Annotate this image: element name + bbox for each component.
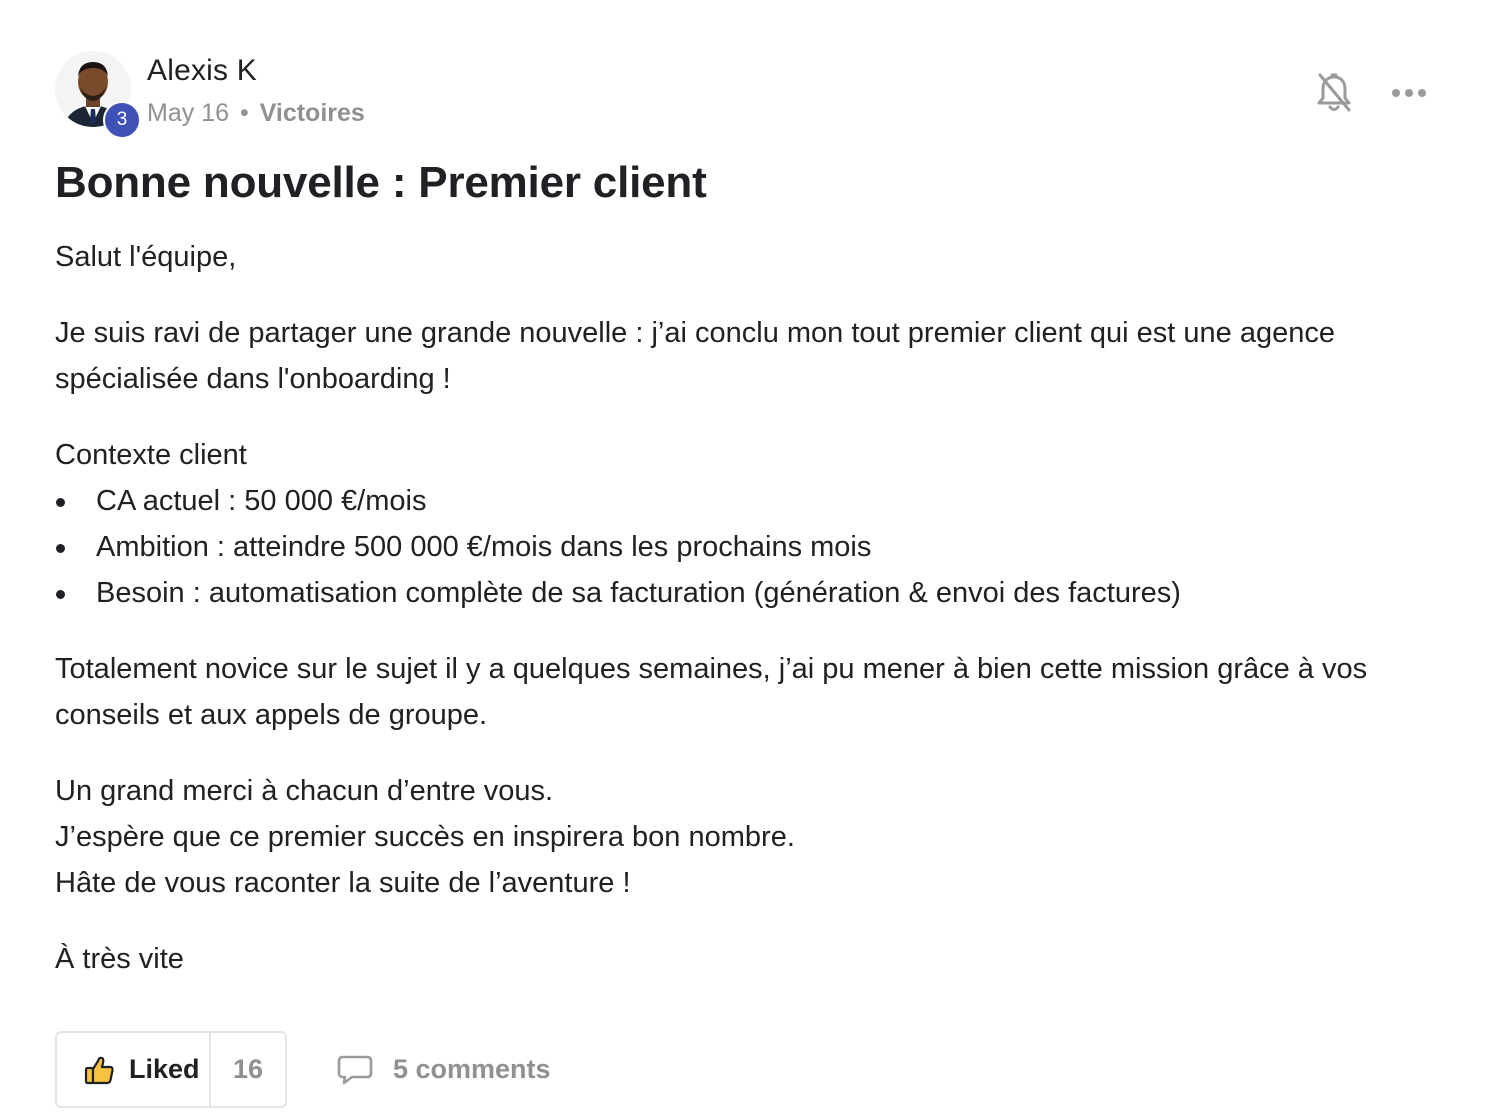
meta-separator: • [239,99,249,127]
post-signoff: À très vite [55,943,184,975]
post-greeting: Salut l'équipe, [55,241,237,273]
list-item: Besoin : automatisation complète de sa facturation (génération & envoi des factures) [55,570,1445,616]
list-item: CA actuel : 50 000 €/mois [55,478,1445,524]
post-intro: Je suis ravi de partager une grande nouvelle : j’ai conclu mon tout premier client qui est une agence spécialisée dans l'onboarding ! [55,317,1335,395]
post-body [55,234,1445,982]
post-title: Bonne nouvelle : Premier client [55,158,707,207]
level-badge: 3 [103,101,141,139]
like-group [55,1031,287,1108]
post-header [55,48,1445,138]
comments-label: 5 comments [393,1054,551,1084]
post-card [55,48,1445,982]
post-category[interactable]: Victoires [259,99,365,127]
comment-icon [337,1054,373,1086]
author-avatar[interactable] [55,51,131,130]
post-meta [147,99,365,128]
like-button[interactable] [57,1033,211,1106]
closing-line: Un grand merci à chacun d’entre vous. [55,775,554,807]
post-date[interactable]: May 16 [147,99,229,127]
context-list [55,478,1445,616]
more-horizontal-icon[interactable] [1389,78,1429,108]
closing-line: J’espère que ce premier succès en inspirera bon nombre. [55,821,795,853]
bell-off-icon[interactable] [1315,72,1353,114]
list-item: Ambition : atteindre 500 000 €/mois dans les prochains mois [55,524,1445,570]
author-name[interactable]: Alexis K [147,54,257,87]
closing-line: Hâte de vous raconter la suite de l’aventure ! [55,867,631,899]
context-heading: Contexte client [55,439,247,471]
post-paragraph: Totalement novice sur le sujet il y a quelques semaines, j’ai pu mener à bien cette mission grâce à vos conseils et aux appels de groupe. [55,653,1368,731]
comments-button[interactable] [337,1031,551,1108]
thumbs-up-icon [83,1054,115,1086]
like-label: Liked [129,1054,200,1084]
like-count[interactable]: 16 [232,1054,264,1084]
